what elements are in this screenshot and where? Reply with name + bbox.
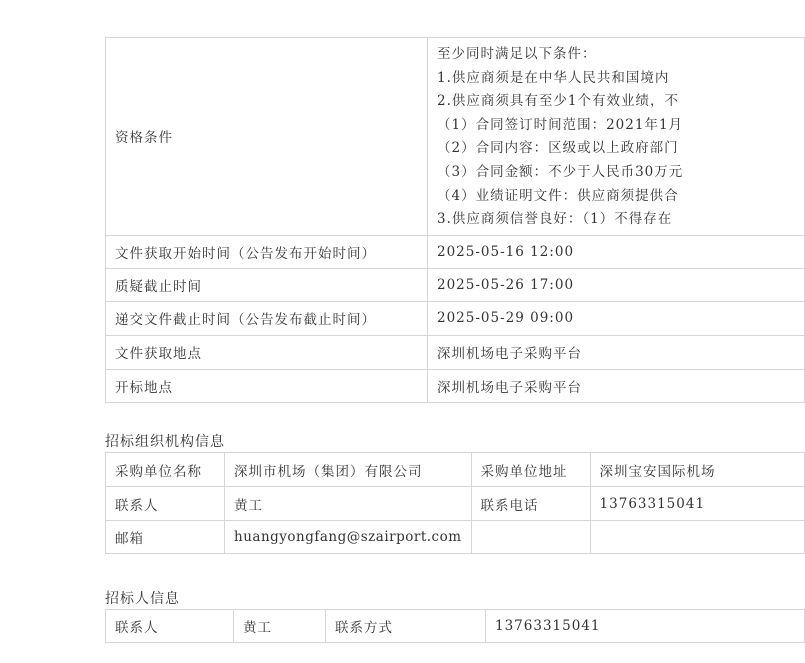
tenderer-contact: 黄工: [234, 610, 326, 643]
empty-cell: [590, 521, 804, 554]
qualification-line: （4）业绩证明文件：供应商须提供合: [437, 187, 679, 204]
qualification-line: 1.供应商须是在中华人民共和国境内: [437, 69, 670, 86]
qualification-row: [106, 38, 805, 236]
row-label: 文件获取开始时间（公告发布开始时间）: [106, 235, 428, 268]
row-label: 质疑截止时间: [106, 268, 428, 301]
phone-label: 联系电话: [471, 487, 590, 521]
contact-name: 黄工: [225, 487, 472, 521]
tenderer-method-label: 联系方式: [326, 610, 486, 643]
buyer-name-label: 采购单位名称: [106, 453, 225, 487]
buyer-address-label: 采购单位地址: [471, 453, 590, 487]
file-location: 深圳机场电子采购平台: [428, 335, 805, 369]
qualification-content: [428, 38, 805, 236]
tenderer-contact-label: 联系人: [106, 610, 234, 643]
row-label: 开标地点: [106, 369, 428, 402]
qualification-line: 2.供应商须具有至少1个有效业绩，不: [437, 93, 679, 110]
table-row: [106, 268, 805, 301]
row-label: 递交文件截止时间（公告发布截止时间）: [106, 301, 428, 335]
qualification-line: （2）合同内容：区级或以上政府部门: [437, 140, 679, 157]
table-row: [106, 521, 805, 554]
email-label: 邮箱: [106, 521, 225, 554]
tenderer-section-title: 招标人信息: [105, 591, 180, 607]
buyer-name: 深圳市机场（集团）有限公司: [225, 453, 472, 487]
file-start-time: 2025-05-16 12:00: [428, 235, 805, 268]
bid-opening-location: 深圳机场电子采购平台: [428, 369, 805, 402]
table-row: [106, 335, 805, 369]
tender-info-table: [105, 37, 805, 403]
table-row: [106, 369, 805, 402]
contact-label: 联系人: [106, 487, 225, 521]
submission-deadline: 2025-05-29 09:00: [428, 301, 805, 335]
table-row: [106, 301, 805, 335]
table-row: [106, 487, 805, 521]
query-deadline: 2025-05-26 17:00: [428, 268, 805, 301]
qualification-line: 3.供应商须信誉良好：（1）不得存在: [437, 211, 673, 228]
qualification-line: 至少同时满足以下条件：: [437, 46, 597, 62]
tenderer-phone: 13763315041: [486, 610, 805, 643]
table-row: [106, 453, 805, 487]
tenderer-table: [105, 609, 805, 643]
qualification-line: （1）合同签订时间范围：2021年1月: [437, 116, 684, 133]
row-label: 文件获取地点: [106, 335, 428, 369]
table-row: [106, 235, 805, 268]
contact-email[interactable]: huangyongfang@szairport.com: [225, 521, 472, 554]
qualification-line: （3）合同金额：不少于人民币30万元: [437, 163, 684, 180]
qualification-label: 资格条件: [106, 38, 428, 236]
buyer-address: 深圳宝安国际机场: [590, 453, 804, 487]
agency-section-title: 招标组织机构信息: [105, 434, 225, 450]
contact-phone: 13763315041: [590, 487, 804, 521]
table-row: [106, 610, 805, 643]
empty-cell: [471, 521, 590, 554]
agency-table: [105, 452, 805, 554]
